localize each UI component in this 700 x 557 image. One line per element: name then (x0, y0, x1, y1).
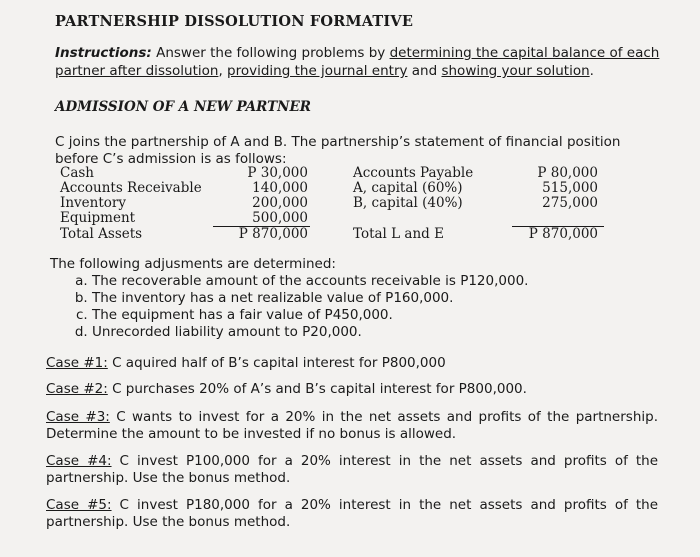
le-label: A, capital (60%) (353, 180, 463, 196)
list-item: c. The equipment has a fair value of P450,000. (92, 307, 528, 324)
case-label: Case #5: (46, 497, 112, 513)
asset-value: P 30,000 (247, 165, 308, 181)
list-item: a. The recoverable amount of the accounts receivable is P120,000. (92, 273, 528, 290)
le-total-value: P 870,000 (528, 226, 598, 242)
case-text: C invest P180,000 for a 20% interest in the net assets and profits of the partnership. Use the bonus method. (46, 497, 659, 530)
asset-label: Cash (60, 165, 95, 181)
case-4 (46, 453, 658, 487)
asset-label: Equipment (60, 210, 136, 226)
le-label: Accounts Payable (353, 165, 474, 181)
asset-label: Accounts Receivable (60, 180, 202, 196)
adjustments (50, 256, 528, 341)
adjustments-heading: The following adjusments are determined: (50, 256, 336, 272)
le-value: 515,000 (542, 180, 598, 196)
case-label: Case #2: (46, 381, 108, 397)
case-text: C invest P100,000 for a 20% interest in the net assets and profits of the partnership. Use the bonus method. (46, 453, 659, 486)
instructions-end: . (589, 63, 594, 79)
instructions-pre: Answer the following problems by (151, 45, 390, 61)
adjustments-list (50, 273, 528, 341)
asset-value: 200,000 (252, 195, 308, 211)
le-value: 275,000 (542, 195, 598, 211)
le-label: B, capital (40%) (353, 195, 463, 211)
list-item: d. Unrecorded liability amount to P20,000. (92, 324, 528, 341)
section-title: ADMISSION OF A NEW PARTNER (55, 99, 311, 115)
case-text: C aquired half of B’s capital interest for P800,000 (107, 355, 446, 371)
intro-paragraph: C joins the partnership of A and B. The partnership’s statement of financial position before C’s admission is as follows: (55, 134, 621, 167)
instructions-mid-1: , (218, 63, 228, 79)
instructions (55, 44, 665, 80)
assets-total-label: Total Assets (60, 226, 143, 242)
assets-total-value: P 870,000 (238, 226, 308, 242)
page-title: PARTNERSHIP DISSOLUTION FORMATIVE (55, 13, 414, 30)
list-item: b. The inventory has a net realizable value of P160,000. (92, 290, 528, 307)
le-value: P 80,000 (537, 165, 598, 181)
case-5 (46, 497, 658, 531)
case-text: C wants to invest for a 20% in the net assets and profits of the partnership. Determine the amount to be invested if no bonus is allowed. (46, 409, 658, 442)
instructions-label: Instructions: (55, 45, 152, 61)
case-label: Case #1: (46, 355, 108, 371)
le-total-label: Total L and E (353, 226, 444, 242)
instructions-underlined-2: providing the journal entry (227, 63, 408, 79)
case-2 (46, 381, 658, 398)
case-label: Case #3: (46, 409, 110, 425)
case-label: Case #4: (46, 453, 112, 469)
instructions-underlined-3: showing your solution (441, 63, 590, 79)
asset-value: 140,000 (252, 180, 308, 196)
instructions-mid-2: and (407, 63, 442, 79)
case-3 (46, 409, 658, 443)
case-text: C purchases 20% of A’s and B’s capital interest for P800,000. (107, 381, 527, 397)
asset-label: Inventory (60, 195, 126, 211)
instructions-underlined-1: determining the capital balance of each partner after dissolution (55, 45, 660, 79)
asset-value: 500,000 (252, 210, 308, 226)
case-1 (46, 355, 658, 372)
